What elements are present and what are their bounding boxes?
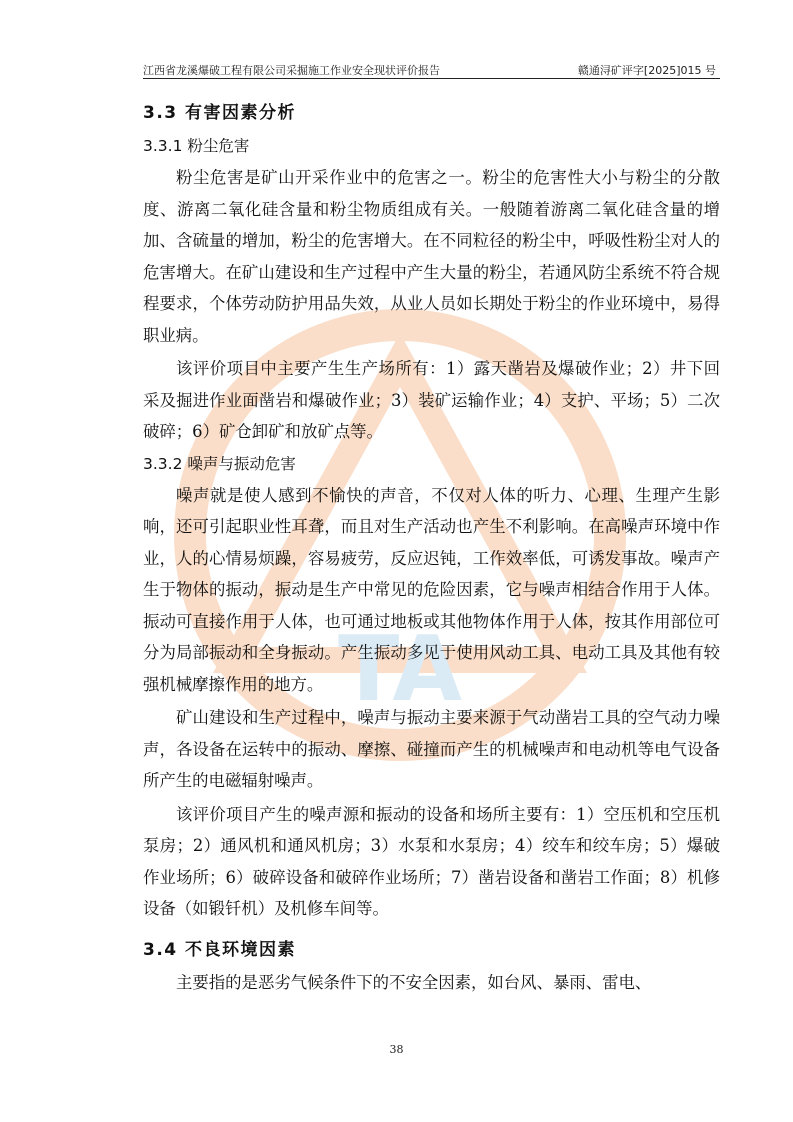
- paragraph-noise-origin: 矿山建设和生产过程中，噪声与振动主要来源于气动凿岩工具的空气动力噪声，各设备在运转中的振动、摩擦、碰撞而产生的机械噪声和电动机等电气设备所产生的电磁辐射噪声。: [143, 708, 720, 790]
- page-header: [143, 60, 720, 79]
- section-3-3-1-heading: 3.3.1 粉尘危害: [143, 137, 250, 155]
- page-body: [143, 96, 720, 998]
- watermark-letters: TA: [337, 617, 463, 722]
- header-report-title: 江西省龙溪爆破工程有限公司采掘施工作业安全现状评价报告: [143, 64, 440, 77]
- section-3-3-2-heading: 3.3.2 噪声与振动危害: [143, 454, 296, 473]
- paragraph-noise-sources: 该评价项目产生的噪声源和振动的设备和场所主要有：1）空压机和空压机泵房；2）通风机和通风机房；3）水泵和水泵房；4）绞车和绞车房；5）爆破作业场所；6）破碎设备和破碎作业场所；7）凿岩设备和凿岩工作面；8）机修设备（如锻钎机）及机修车间等。: [143, 804, 720, 918]
- page-number: 38: [389, 1043, 404, 1056]
- paragraph-noise-hazard: 噪声就是使人感到不愉快的声音，不仅对人体的听力、心理、生理产生影响，还可引起职业性耳聋，而且对生产活动也产生不利影响。在高噪声环境中作业，人的心情易烦躁，容易疲劳，反应迟钝，工作效率低，可诱发事故。噪声产生于物体的振动，振动是生产中常见的危险因素，它与噪声相结合作用于人体。振动可直接作用于人体，也可通过地板或其他物体作用于人体，按其作用部位可分为局部振动和全身振动。产生振动多见于使用风动工具、电动工具及其他有较强机械摩擦作用的地方。: [143, 485, 720, 694]
- paragraph-dust-sources: 该评价项目中主要产生生产场所有：1）露天凿岩及爆破作业；2）井下回采及掘进作业面凿岩和爆破作业；3）装矿运输作业；4）支护、平场；5）二次破碎；6）矿仓卸矿和放矿点等。: [143, 359, 720, 441]
- paragraph-bad-environment: 主要指的是恶劣气候条件下的不安全因素，如台风、暴雨、雷电、: [176, 972, 652, 992]
- header-report-number: 赣通浔矿评字[2025]015 号: [577, 64, 716, 77]
- section-3-4-heading: 3.4 不良环境因素: [143, 939, 297, 960]
- paragraph-dust-hazard: 粉尘危害是矿山开采作业中的危害之一。粉尘的危害性大小与粉尘的分散度、游离二氧化硅含量和粉尘物质组成有关。一般随着游离二氧化硅含量的增加、含硫量的增加，粉尘的危害增大。在不同粒径的粉尘中，呼吸性粉尘对人的危害增大。在矿山建设和生产过程中产生大量的粉尘，若通风防尘系统不符合规程要求，个体劳动防护用品失效，从业人员如长期处于粉尘的作业环境中，易得职业病。: [143, 168, 720, 345]
- section-3-3-heading: 3.3 有害因素分析: [143, 103, 297, 123]
